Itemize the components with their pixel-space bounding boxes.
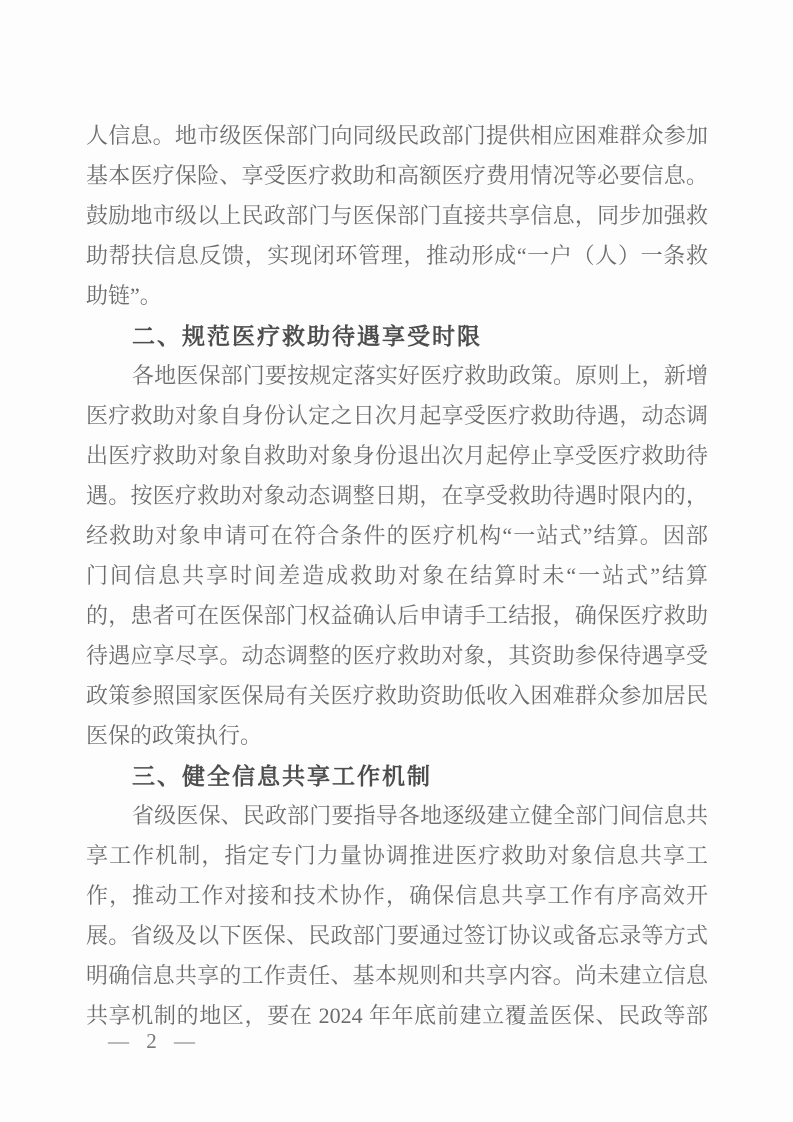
text-line: 助链”。 [86,283,162,308]
text-line: 人信息。地市级医保部门向同级民政部门提供相应困难群众参加 [86,123,708,148]
text-line: 作，推动工作对接和技术协作，确保信息共享工作有序高效开 [86,883,708,908]
text-line: 出医疗救助对象自救助对象身份退出次月起停止享受医疗救助待 [86,443,708,468]
text-line: 医疗救助对象自身份认定之日次月起享受医疗救助待遇，动态调 [86,403,708,428]
text-line: 的，患者可在医保部门权益确认后申请手工结报，确保医疗救助 [86,603,708,628]
section-heading-2: 二、规范医疗救助待遇享受时限 [132,323,482,349]
page-number: — 2 — [108,1029,201,1053]
text-line: 经救助对象申请可在符合条件的医疗机构“一站式”结算。因部 [86,523,708,548]
text-line: 共享机制的地区，要在 2024 年年底前建立覆盖医保、民政等部 [86,1003,708,1028]
text-line: 待遇应享尽享。动态调整的医疗救助对象，其资助参保待遇享受 [86,643,708,668]
text-line: 享工作机制，指定专门力量协调推进医疗救助对象信息共享工 [86,843,708,868]
text-line: 省级医保、民政部门要指导各地逐级建立健全部门间信息共 [132,803,708,828]
section-heading-3: 三、健全信息共享工作机制 [132,763,432,789]
text-line: 遇。按医疗救助对象动态调整日期，在享受救助待遇时限内的， [86,483,708,508]
document-text-column [86,116,708,1036]
text-line: 明确信息共享的工作责任、基本规则和共享内容。尚未建立信息 [86,963,708,988]
text-line: 助帮扶信息反馈，实现闭环管理，推动形成“一户（人）一条救 [86,243,708,268]
text-line: 基本医疗保险、享受医疗救助和高额医疗费用情况等必要信息。 [86,163,708,188]
text-line: 各地医保部门要按规定落实好医疗救助政策。原则上，新增 [132,363,708,388]
text-line: 政策参照国家医保局有关医疗救助资助低收入困难群众参加居民 [86,683,708,708]
text-line: 鼓励地市级以上民政部门与医保部门直接共享信息，同步加强救 [86,203,708,228]
text-line: 医保的政策执行。 [86,723,263,748]
text-line: 门间信息共享时间差造成救助对象在结算时未“一站式”结算 [86,563,708,588]
text-line: 展。省级及以下医保、民政部门要通过签订协议或备忘录等方式 [86,923,708,948]
